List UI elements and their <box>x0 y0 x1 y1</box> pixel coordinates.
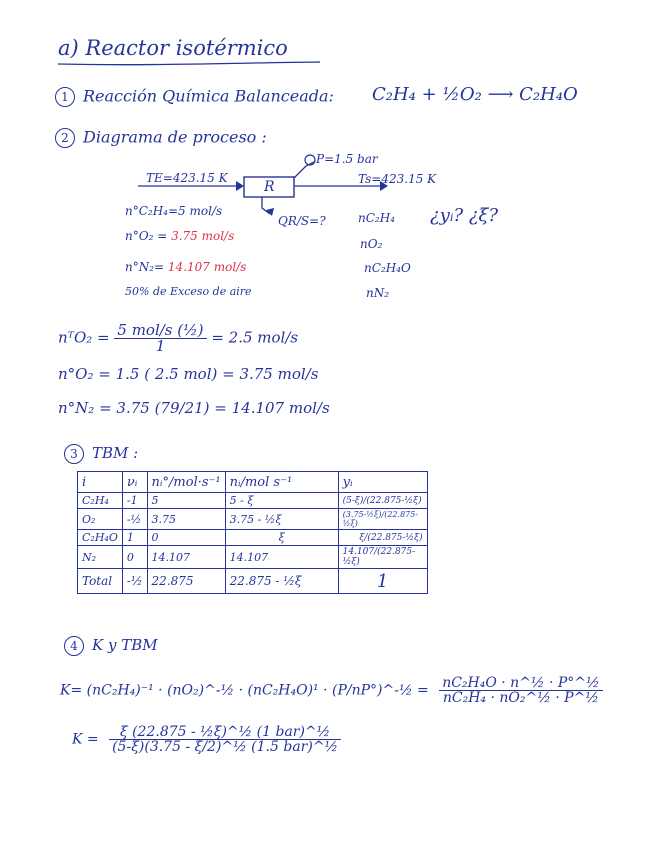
cell-fraction: (5-ξ)/(22.875-½ξ) <box>338 493 427 509</box>
feed-nitrogen-label: n°N₂= <box>125 260 168 274</box>
k-substituted-lhs: K = <box>72 731 99 748</box>
feed-ethylene: n°C₂H₄=5 mol/s <box>125 204 223 218</box>
header-moles: nᵢ/mol s⁻¹ <box>225 472 338 493</box>
outlet-ethylene-oxide: nC₂H₄O <box>364 261 411 275</box>
table-row <box>78 493 428 509</box>
cell-stoich: 0 <box>122 546 147 569</box>
step4-number: 4 <box>64 636 84 656</box>
outlet-oxygen: nO₂ <box>360 237 383 251</box>
feed-oxygen <box>125 230 234 242</box>
step3-label: TBM : <box>92 444 139 462</box>
calc-line1-lhs: nᵀO₂ = <box>58 328 110 347</box>
header-mole-fraction: yᵢ <box>338 472 427 493</box>
outlet-nitrogen: nN₂ <box>366 286 390 300</box>
step4-heading <box>64 636 158 656</box>
calc-line-feed-n2: n°N₂ = 3.75 (79/21) = 14.107 mol/s <box>58 399 330 417</box>
step2-number: 2 <box>55 128 75 148</box>
cell-initial: 5 <box>147 493 225 509</box>
outlet-ethylene: nC₂H₄ <box>358 211 395 225</box>
pressure-label: P=1.5 bar <box>316 152 378 166</box>
cell-moles: 5 - ξ <box>225 493 338 509</box>
cell-species: N₂ <box>78 546 123 569</box>
header-stoich: νᵢ <box>122 472 147 493</box>
cell-species: C₂H₄O <box>78 530 123 546</box>
cell-total-moles: 22.875 - ½ξ <box>225 569 338 594</box>
heat-duty-label: QR/S=? <box>278 214 326 228</box>
unknowns-question: ¿yᵢ? ¿ξ? <box>430 205 499 226</box>
cell-total-initial: 22.875 <box>147 569 225 594</box>
cell-initial: 3.75 <box>147 509 225 530</box>
cell-initial: 0 <box>147 530 225 546</box>
cell-moles: ξ <box>225 530 338 546</box>
feed-oxygen-value: 3.75 mol/s <box>171 229 235 243</box>
table-total-row <box>78 569 428 594</box>
cell-fraction: ξ/(22.875-½ξ) <box>338 530 427 546</box>
outlet-temperature: Ts=423.15 K <box>358 172 437 186</box>
calc-line1-fraction <box>114 323 206 354</box>
step4-label: K y TBM <box>92 636 158 654</box>
table-row <box>78 509 428 530</box>
k-expression-numerator: nC₂H₄O · n^½ · P°^½ <box>439 676 602 691</box>
calc-line1-denominator: 1 <box>155 337 166 355</box>
inlet-temperature: TE=423.15 K <box>146 171 228 185</box>
table-header-row <box>78 472 428 493</box>
step3-heading <box>64 444 138 464</box>
cell-fraction: (3.75-½ξ)/(22.875-½ξ) <box>338 509 427 530</box>
k-expression-denominator: nC₂H₄ · nO₂^½ · P^½ <box>442 690 599 706</box>
excess-air-note: 50% de Exceso de aire <box>125 285 252 298</box>
calc-line1-numerator: 5 mol/s (½) <box>114 323 206 339</box>
calc-line-feed-o2: n°O₂ = 1.5 ( 2.5 mol) = 3.75 mol/s <box>58 365 319 383</box>
step1-label: Reacción Química Balanceada: <box>83 86 334 106</box>
step3-number: 3 <box>64 444 84 464</box>
equilibrium-substituted <box>72 725 341 754</box>
cell-stoich: -1 <box>122 493 147 509</box>
step1-number: 1 <box>55 87 75 107</box>
header-initial-moles: nᵢ°/mol·s⁻¹ <box>147 472 225 493</box>
cell-moles: 3.75 - ½ξ <box>225 509 338 530</box>
page-title: a) Reactor isotérmico <box>58 36 288 60</box>
k-substituted-numerator: ξ (22.875 - ½ξ)^½ (1 bar)^½ <box>109 725 341 740</box>
cell-total-stoich: -½ <box>122 569 147 594</box>
cell-fraction: 14.107/(22.875-½ξ) <box>338 546 427 569</box>
step2-label: Diagrama de proceso : <box>83 127 267 147</box>
cell-species: O₂ <box>78 509 123 530</box>
cell-moles: 14.107 <box>225 546 338 569</box>
reactor-label: R <box>264 179 275 195</box>
cell-total-fraction: 1 <box>338 569 427 594</box>
balanced-reaction: C₂H₄ + ½O₂ ⟶ C₂H₄O <box>372 84 578 105</box>
feed-oxygen-label: n°O₂ = <box>125 229 172 243</box>
calc-line-theoretical-o2 <box>58 323 298 354</box>
cell-stoich: -½ <box>122 509 147 530</box>
equilibrium-expression <box>60 676 603 705</box>
tbm-table <box>77 471 428 594</box>
calc-line1-rhs: = 2.5 mol/s <box>211 328 299 347</box>
table-row <box>78 546 428 569</box>
table-row <box>78 530 428 546</box>
cell-stoich: 1 <box>122 530 147 546</box>
feed-nitrogen <box>125 261 246 273</box>
cell-total-label: Total <box>78 569 123 594</box>
feed-nitrogen-value: 14.107 mol/s <box>167 260 247 274</box>
k-substituted-denominator: (5-ξ)(3.75 - ξ/2)^½ (1.5 bar)^½ <box>112 739 339 755</box>
header-species: i <box>78 472 123 493</box>
cell-species: C₂H₄ <box>78 493 123 509</box>
cell-initial: 14.107 <box>147 546 225 569</box>
k-expression-lhs: K= (nC₂H₄)⁻¹ · (nO₂)^-½ · (nC₂H₄O)¹ · (P/nP°)^-½ = <box>60 682 429 699</box>
